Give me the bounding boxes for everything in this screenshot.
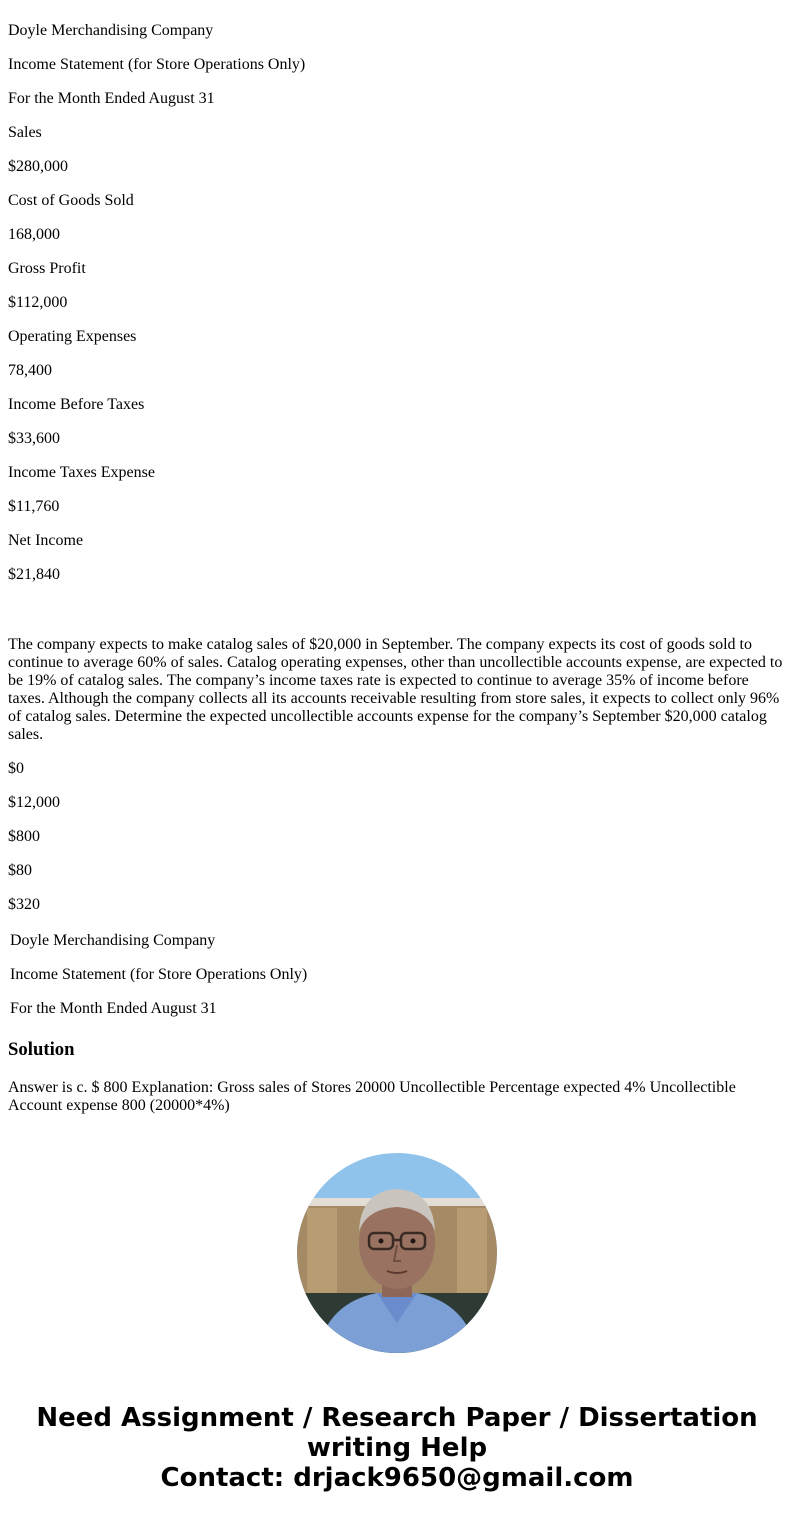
row-value-cogs: 168,000 xyxy=(8,226,60,243)
row-label-income-before-taxes: Income Before Taxes xyxy=(8,396,145,413)
repeat-statement-period: For the Month Ended August 31 xyxy=(10,1000,217,1017)
footer-line-3: Contact: drjack9650@gmail.com xyxy=(160,1463,634,1493)
footer-line-1: Need Assignment / Research Paper / Dissertation xyxy=(36,1403,758,1433)
row-value-sales: $280,000 xyxy=(8,158,68,175)
option-e: $320 xyxy=(8,896,40,913)
row-label-net-income: Net Income xyxy=(8,532,84,549)
author-photo xyxy=(297,1153,497,1353)
company-name: Doyle Merchandising Company xyxy=(8,22,214,39)
row-label-cogs: Cost of Goods Sold xyxy=(8,192,134,209)
solution-heading: Solution xyxy=(8,1039,75,1060)
footer-contact xyxy=(0,1403,794,1493)
option-d: $80 xyxy=(8,862,32,879)
footer-line-2: writing Help xyxy=(306,1433,488,1463)
author-portrait-illustration xyxy=(297,1153,497,1353)
option-b: $12,000 xyxy=(8,794,60,811)
repeat-company-name: Doyle Merchandising Company xyxy=(10,932,216,949)
row-value-gross-profit: $112,000 xyxy=(8,294,68,311)
statement-title: Income Statement (for Store Operations Only) xyxy=(8,56,306,73)
row-value-income-before-taxes: $33,600 xyxy=(8,430,60,447)
option-a: $0 xyxy=(8,760,24,777)
option-c: $800 xyxy=(8,828,40,845)
row-value-net-income: $21,840 xyxy=(8,566,60,583)
row-label-sales: Sales xyxy=(8,124,42,141)
statement-period: For the Month Ended August 31 xyxy=(8,90,215,107)
row-label-income-taxes: Income Taxes Expense xyxy=(8,464,155,481)
row-value-operating-expenses: 78,400 xyxy=(8,362,52,379)
repeat-statement-title: Income Statement (for Store Operations Only) xyxy=(10,966,308,983)
question-text: The company expects to make catalog sales of $20,000 in September. The company expects its cost of goods sold to continue to average 60% of sales. Catalog operating expenses, other than uncollectible accounts expense, are expected to be 19% of catalog sales. The company’s income taxes rate is expected to continue to average 35% of income before taxes. Although the company collects all its accounts receivable resulting from store sales, it expects to collect only 96% of catalog sales. Determine the expected uncollectible accounts expense for the company’s September $20,000 catalog sales. xyxy=(8,636,783,743)
row-label-operating-expenses: Operating Expenses xyxy=(8,328,137,345)
solution-text: Answer is c. $ 800 Explanation: Gross sales of Stores 20000 Uncollectible Percentage expected 4% Uncollectible Account expense 800 (20000*4%) xyxy=(8,1079,736,1114)
row-label-gross-profit: Gross Profit xyxy=(8,260,86,277)
row-value-income-taxes: $11,760 xyxy=(8,498,60,515)
